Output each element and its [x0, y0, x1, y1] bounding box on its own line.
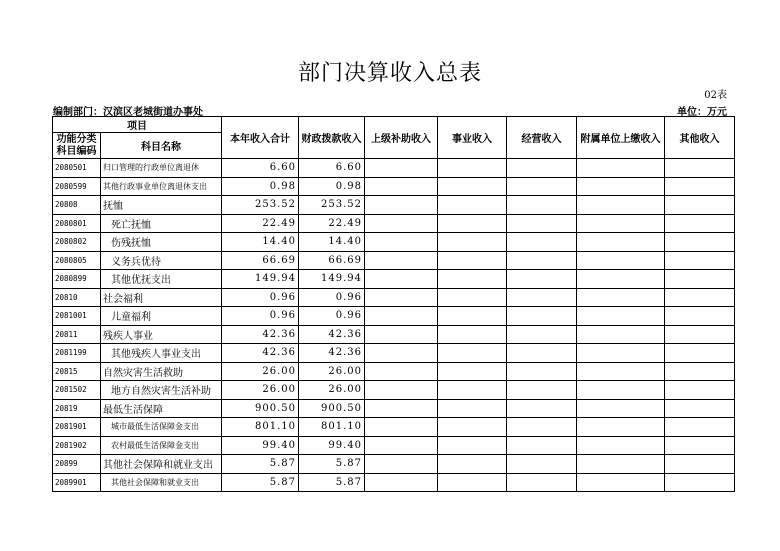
operating-income-cell — [507, 362, 577, 381]
table-number: 02表 — [704, 90, 727, 101]
subject-name-cell: 归口管理的行政单位离退休 — [101, 159, 222, 178]
operating-income-cell — [507, 381, 577, 400]
header-subject-name: 科目名称 — [101, 133, 222, 159]
operating-income-cell — [507, 214, 577, 233]
other-income-cell — [665, 307, 735, 326]
affiliate-income-cell — [577, 196, 665, 215]
other-income-cell — [665, 325, 735, 344]
operating-income-cell — [507, 270, 577, 289]
superior-subsidy-cell — [365, 381, 438, 400]
other-income-cell — [665, 270, 735, 289]
operating-income-cell — [507, 436, 577, 455]
affiliate-income-cell — [577, 381, 665, 400]
business-income-cell — [438, 399, 507, 418]
subject-name-cell: 死亡抚恤 — [101, 214, 222, 233]
subject-code-cell: 2080805 — [53, 251, 101, 270]
superior-subsidy-cell — [365, 251, 438, 270]
unit-label: 单位：万元 — [677, 107, 727, 118]
affiliate-income-cell — [577, 344, 665, 363]
affiliate-income-cell — [577, 418, 665, 437]
total-income-cell: 42.36 — [222, 344, 299, 363]
subject-code-cell: 2080802 — [53, 233, 101, 252]
affiliate-income-cell — [577, 270, 665, 289]
fiscal-income-cell: 5.87 — [299, 455, 365, 474]
affiliate-income-cell — [577, 214, 665, 233]
fiscal-income-cell: 900.50 — [299, 399, 365, 418]
other-income-cell — [665, 399, 735, 418]
business-income-cell — [438, 270, 507, 289]
header-fiscal-income: 财政拨款收入 — [299, 117, 365, 159]
header-other-income: 其他收入 — [665, 117, 735, 159]
fiscal-income-cell: 99.40 — [299, 436, 365, 455]
total-income-cell: 5.87 — [222, 455, 299, 474]
superior-subsidy-cell — [365, 344, 438, 363]
other-income-cell — [665, 196, 735, 215]
operating-income-cell — [507, 473, 577, 492]
other-income-cell — [665, 233, 735, 252]
other-income-cell — [665, 288, 735, 307]
total-income-cell: 99.40 — [222, 436, 299, 455]
subject-code-cell: 2080599 — [53, 177, 101, 196]
subject-code-cell: 2080801 — [53, 214, 101, 233]
other-income-cell — [665, 436, 735, 455]
other-income-cell — [665, 418, 735, 437]
business-income-cell — [438, 288, 507, 307]
operating-income-cell — [507, 233, 577, 252]
total-income-cell: 801.10 — [222, 418, 299, 437]
subject-code-cell: 20819 — [53, 399, 101, 418]
affiliate-income-cell — [577, 233, 665, 252]
subject-code-cell: 20808 — [53, 196, 101, 215]
table-row — [53, 473, 735, 492]
table-row — [53, 325, 735, 344]
table-row — [53, 436, 735, 455]
superior-subsidy-cell — [365, 159, 438, 178]
business-income-cell — [438, 436, 507, 455]
total-income-cell: 14.40 — [222, 233, 299, 252]
table-body — [53, 159, 735, 492]
superior-subsidy-cell — [365, 288, 438, 307]
fiscal-income-cell: 66.69 — [299, 251, 365, 270]
total-income-cell: 0.96 — [222, 307, 299, 326]
subject-code-cell: 2081001 — [53, 307, 101, 326]
header-business-income: 事业收入 — [438, 117, 507, 159]
affiliate-income-cell — [577, 473, 665, 492]
subject-code-cell: 20811 — [53, 325, 101, 344]
business-income-cell — [438, 233, 507, 252]
fiscal-income-cell: 0.98 — [299, 177, 365, 196]
operating-income-cell — [507, 288, 577, 307]
operating-income-cell — [507, 325, 577, 344]
affiliate-income-cell — [577, 177, 665, 196]
table-row — [53, 288, 735, 307]
subject-code-cell: 2081902 — [53, 436, 101, 455]
superior-subsidy-cell — [365, 177, 438, 196]
other-income-cell — [665, 344, 735, 363]
table-row — [53, 270, 735, 289]
operating-income-cell — [507, 399, 577, 418]
affiliate-income-cell — [577, 288, 665, 307]
business-income-cell — [438, 159, 507, 178]
department-label: 编制部门：汉滨区老城街道办事处 — [53, 107, 203, 118]
other-income-cell — [665, 159, 735, 178]
fiscal-income-cell: 6.60 — [299, 159, 365, 178]
fiscal-income-cell: 26.00 — [299, 381, 365, 400]
subject-code-cell: 2080899 — [53, 270, 101, 289]
fiscal-income-cell: 149.94 — [299, 270, 365, 289]
other-income-cell — [665, 455, 735, 474]
subject-name-cell: 自然灾害生活救助 — [101, 362, 222, 381]
subject-code-cell: 2081199 — [53, 344, 101, 363]
superior-subsidy-cell — [365, 399, 438, 418]
business-income-cell — [438, 455, 507, 474]
header-affiliate-income: 附属单位上缴收入 — [577, 117, 665, 159]
business-income-cell — [438, 177, 507, 196]
table-row — [53, 344, 735, 363]
total-income-cell: 66.69 — [222, 251, 299, 270]
table-row — [53, 455, 735, 474]
superior-subsidy-cell — [365, 307, 438, 326]
affiliate-income-cell — [577, 325, 665, 344]
subject-code-cell: 2081502 — [53, 381, 101, 400]
superior-subsidy-cell — [365, 233, 438, 252]
superior-subsidy-cell — [365, 436, 438, 455]
table-row — [53, 159, 735, 178]
header-item: 项目 — [53, 117, 222, 133]
subject-name-cell: 其他社会保障和就业支出 — [101, 455, 222, 474]
operating-income-cell — [507, 196, 577, 215]
affiliate-income-cell — [577, 399, 665, 418]
subject-code-cell: 20810 — [53, 288, 101, 307]
table-row — [53, 418, 735, 437]
income-summary-table — [52, 116, 735, 492]
table-row — [53, 177, 735, 196]
subject-code-cell: 2089901 — [53, 473, 101, 492]
fiscal-income-cell: 14.40 — [299, 233, 365, 252]
subject-name-cell: 地方自然灾害生活补助 — [101, 381, 222, 400]
business-income-cell — [438, 344, 507, 363]
operating-income-cell — [507, 251, 577, 270]
affiliate-income-cell — [577, 436, 665, 455]
subject-name-cell: 其他社会保障和就业支出 — [101, 473, 222, 492]
header-superior-subsidy: 上级补助收入 — [365, 117, 438, 159]
subject-name-cell: 其他行政事业单位离退休支出 — [101, 177, 222, 196]
fiscal-income-cell: 22.49 — [299, 214, 365, 233]
subject-code-cell: 2081901 — [53, 418, 101, 437]
subject-code-cell: 2080501 — [53, 159, 101, 178]
total-income-cell: 6.60 — [222, 159, 299, 178]
fiscal-income-cell: 5.87 — [299, 473, 365, 492]
fiscal-income-cell: 253.52 — [299, 196, 365, 215]
table-row — [53, 196, 735, 215]
fiscal-income-cell: 801.10 — [299, 418, 365, 437]
superior-subsidy-cell — [365, 214, 438, 233]
total-income-cell: 900.50 — [222, 399, 299, 418]
business-income-cell — [438, 473, 507, 492]
business-income-cell — [438, 362, 507, 381]
total-income-cell: 149.94 — [222, 270, 299, 289]
affiliate-income-cell — [577, 455, 665, 474]
fiscal-income-cell: 0.96 — [299, 288, 365, 307]
operating-income-cell — [507, 177, 577, 196]
table-row — [53, 233, 735, 252]
other-income-cell — [665, 177, 735, 196]
affiliate-income-cell — [577, 251, 665, 270]
table-row — [53, 381, 735, 400]
header-total-income: 本年收入合计 — [222, 117, 299, 159]
subject-name-cell: 社会福利 — [101, 288, 222, 307]
business-income-cell — [438, 196, 507, 215]
other-income-cell — [665, 214, 735, 233]
total-income-cell: 0.96 — [222, 288, 299, 307]
business-income-cell — [438, 307, 507, 326]
total-income-cell: 0.98 — [222, 177, 299, 196]
total-income-cell: 26.00 — [222, 362, 299, 381]
affiliate-income-cell — [577, 362, 665, 381]
business-income-cell — [438, 214, 507, 233]
total-income-cell: 26.00 — [222, 381, 299, 400]
operating-income-cell — [507, 159, 577, 178]
other-income-cell — [665, 251, 735, 270]
superior-subsidy-cell — [365, 325, 438, 344]
total-income-cell: 42.36 — [222, 325, 299, 344]
header-operating-income: 经营收入 — [507, 117, 577, 159]
subject-name-cell: 伤残抚恤 — [101, 233, 222, 252]
report-title: 部门决算收入总表 — [297, 61, 482, 86]
subject-name-cell: 义务兵优待 — [101, 251, 222, 270]
table-row — [53, 251, 735, 270]
subject-code-cell: 20899 — [53, 455, 101, 474]
fiscal-income-cell: 26.00 — [299, 362, 365, 381]
superior-subsidy-cell — [365, 196, 438, 215]
superior-subsidy-cell — [365, 270, 438, 289]
business-income-cell — [438, 418, 507, 437]
total-income-cell: 22.49 — [222, 214, 299, 233]
superior-subsidy-cell — [365, 362, 438, 381]
fiscal-income-cell: 0.96 — [299, 307, 365, 326]
subject-name-cell: 抚恤 — [101, 196, 222, 215]
business-income-cell — [438, 325, 507, 344]
table-row — [53, 362, 735, 381]
subject-name-cell: 其他残疾人事业支出 — [101, 344, 222, 363]
other-income-cell — [665, 381, 735, 400]
other-income-cell — [665, 473, 735, 492]
fiscal-income-cell: 42.36 — [299, 325, 365, 344]
subject-name-cell: 农村最低生活保障金支出 — [101, 436, 222, 455]
table-row — [53, 307, 735, 326]
superior-subsidy-cell — [365, 455, 438, 474]
table-row — [53, 214, 735, 233]
header-subject-code: 功能分类科目编码 — [53, 133, 101, 159]
subject-name-cell: 城市最低生活保障金支出 — [101, 418, 222, 437]
affiliate-income-cell — [577, 307, 665, 326]
total-income-cell: 5.87 — [222, 473, 299, 492]
subject-name-cell: 其他优抚支出 — [101, 270, 222, 289]
subject-code-cell: 20815 — [53, 362, 101, 381]
superior-subsidy-cell — [365, 473, 438, 492]
operating-income-cell — [507, 418, 577, 437]
subject-name-cell: 残疾人事业 — [101, 325, 222, 344]
superior-subsidy-cell — [365, 418, 438, 437]
operating-income-cell — [507, 344, 577, 363]
operating-income-cell — [507, 307, 577, 326]
business-income-cell — [438, 381, 507, 400]
subject-name-cell: 儿童福利 — [101, 307, 222, 326]
total-income-cell: 253.52 — [222, 196, 299, 215]
business-income-cell — [438, 251, 507, 270]
fiscal-income-cell: 42.36 — [299, 344, 365, 363]
operating-income-cell — [507, 455, 577, 474]
subject-name-cell: 最低生活保障 — [101, 399, 222, 418]
table-row — [53, 399, 735, 418]
other-income-cell — [665, 362, 735, 381]
affiliate-income-cell — [577, 159, 665, 178]
